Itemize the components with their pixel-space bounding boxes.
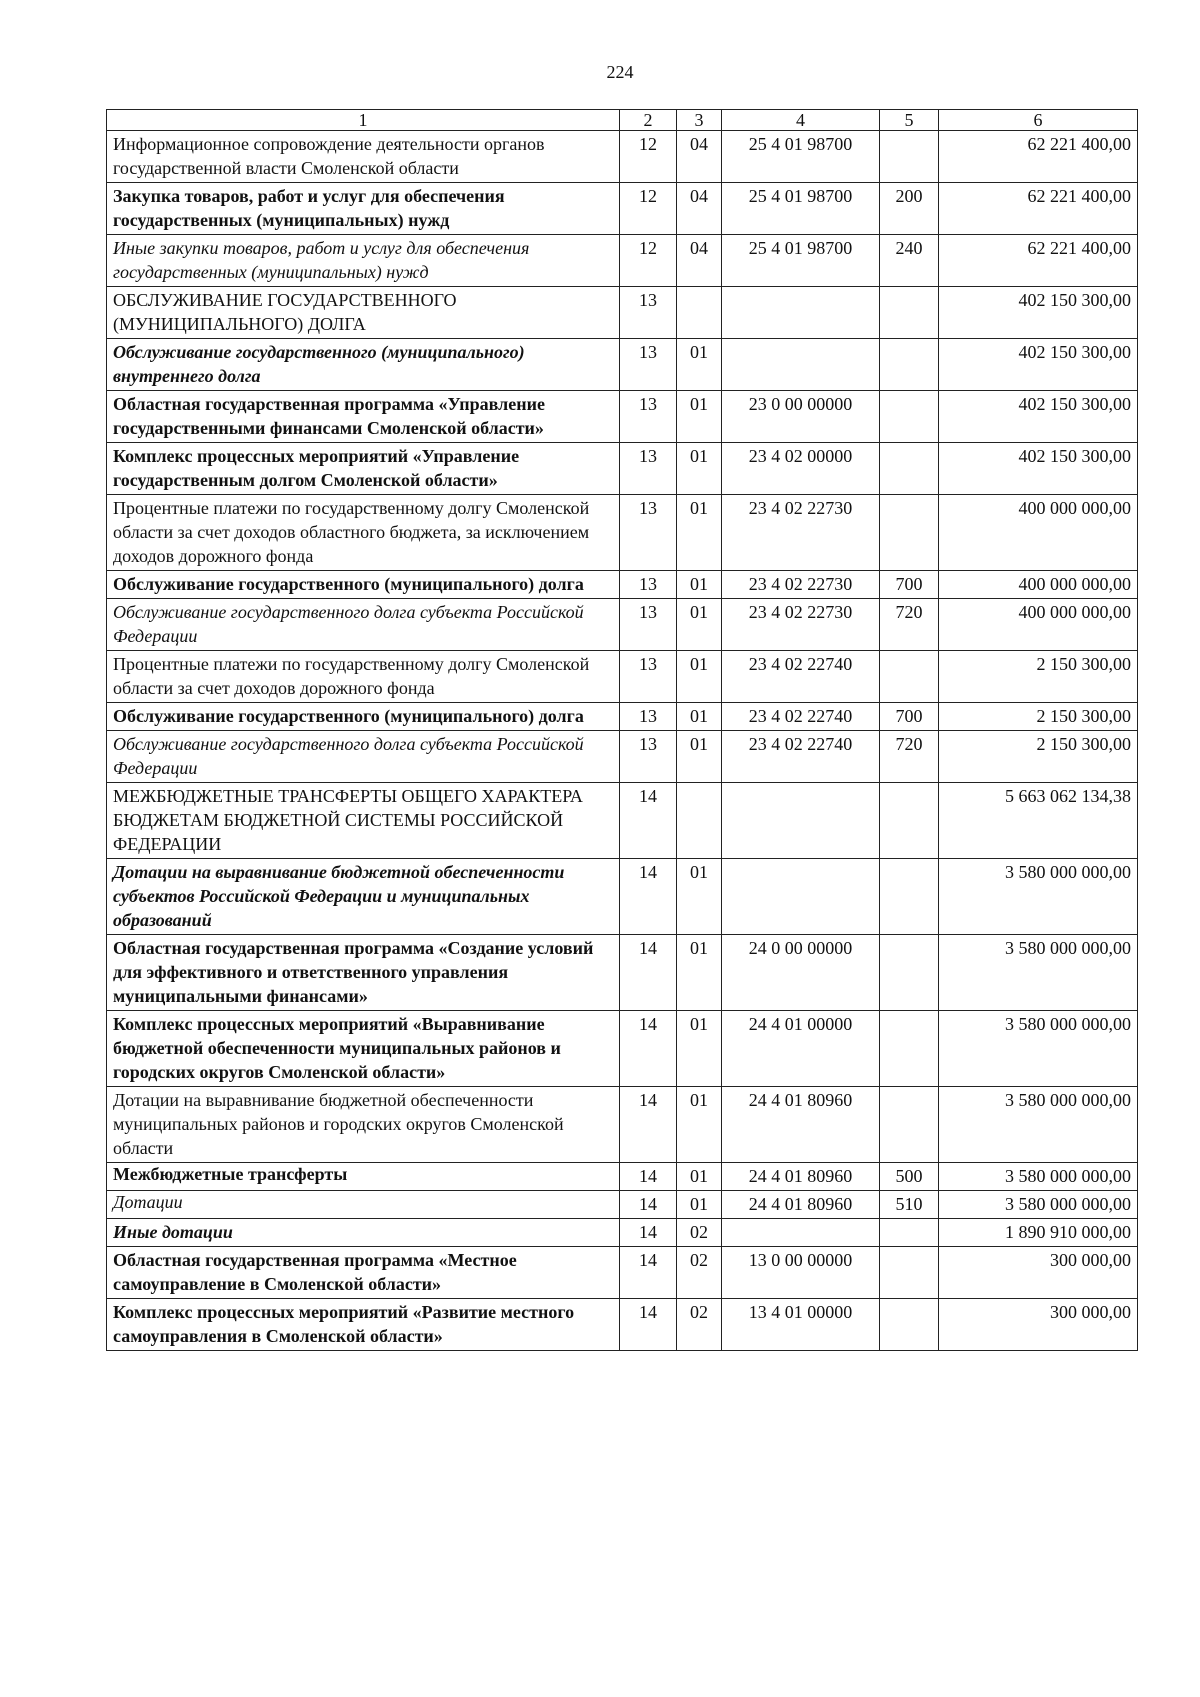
row-subsection-code: 01 [677, 859, 722, 935]
row-target-article: 23 4 02 22740 [722, 731, 880, 783]
row-name: Информационное сопровождение деятельности органов государственной власти Смоленской области [107, 131, 620, 183]
row-subsection-code: 01 [677, 703, 722, 731]
row-subsection-code: 01 [677, 571, 722, 599]
row-section-code: 13 [620, 599, 677, 651]
row-section-code: 14 [620, 1191, 677, 1219]
table-row [107, 1191, 1138, 1219]
row-name: Областная государственная программа «Управление государственными финансами Смоленской области» [107, 391, 620, 443]
row-expense-type: 510 [880, 1191, 939, 1219]
row-amount: 5 663 062 134,38 [939, 783, 1138, 859]
row-amount: 400 000 000,00 [939, 571, 1138, 599]
row-amount: 1 890 910 000,00 [939, 1219, 1138, 1247]
table-row [107, 651, 1138, 703]
row-section-code: 12 [620, 235, 677, 287]
table-row [107, 731, 1138, 783]
header-cell: 3 [677, 110, 722, 131]
row-amount: 400 000 000,00 [939, 495, 1138, 571]
row-subsection-code [677, 287, 722, 339]
table-row [107, 443, 1138, 495]
row-target-article [722, 859, 880, 935]
row-name: Комплекс процессных мероприятий «Выравнивание бюджетной обеспеченности муниципальных районов и городских округов Смоленской области» [107, 1011, 620, 1087]
row-target-article: 13 0 00 00000 [722, 1247, 880, 1299]
table-row [107, 1011, 1138, 1087]
row-name: Межбюджетные трансферты [107, 1163, 620, 1191]
row-name: Дотации на выравнивание бюджетной обеспеченности муниципальных районов и городских округов Смоленской области [107, 1087, 620, 1163]
row-expense-type [880, 935, 939, 1011]
row-amount: 2 150 300,00 [939, 651, 1138, 703]
row-section-code: 13 [620, 391, 677, 443]
row-section-code: 14 [620, 935, 677, 1011]
row-amount: 402 150 300,00 [939, 339, 1138, 391]
row-name: ОБСЛУЖИВАНИЕ ГОСУДАРСТВЕННОГО (МУНИЦИПАЛЬНОГО) ДОЛГА [107, 287, 620, 339]
row-expense-type [880, 391, 939, 443]
row-expense-type: 700 [880, 571, 939, 599]
row-subsection-code: 01 [677, 391, 722, 443]
row-name: Областная государственная программа «Местное самоуправление в Смоленской области» [107, 1247, 620, 1299]
row-section-code: 13 [620, 287, 677, 339]
row-expense-type: 200 [880, 183, 939, 235]
row-target-article: 23 4 02 22730 [722, 571, 880, 599]
row-subsection-code: 01 [677, 443, 722, 495]
row-subsection-code: 01 [677, 731, 722, 783]
header-row [107, 110, 1138, 131]
row-target-article: 13 4 01 00000 [722, 1299, 880, 1351]
row-amount: 3 580 000 000,00 [939, 1011, 1138, 1087]
row-section-code: 14 [620, 1219, 677, 1247]
row-expense-type [880, 1299, 939, 1351]
table-row [107, 287, 1138, 339]
row-subsection-code: 04 [677, 183, 722, 235]
row-expense-type: 720 [880, 731, 939, 783]
row-expense-type [880, 1087, 939, 1163]
header-cell: 1 [107, 110, 620, 131]
row-name: Комплекс процессных мероприятий «Развитие местного самоуправления в Смоленской области» [107, 1299, 620, 1351]
table-row [107, 131, 1138, 183]
table-row [107, 703, 1138, 731]
row-target-article [722, 287, 880, 339]
row-target-article: 25 4 01 98700 [722, 183, 880, 235]
header-cell: 4 [722, 110, 880, 131]
row-expense-type [880, 339, 939, 391]
row-section-code: 14 [620, 1163, 677, 1191]
row-target-article: 24 4 01 80960 [722, 1087, 880, 1163]
row-target-article [722, 783, 880, 859]
row-section-code: 13 [620, 339, 677, 391]
table-row [107, 1163, 1138, 1191]
row-target-article: 23 4 02 00000 [722, 443, 880, 495]
row-expense-type: 700 [880, 703, 939, 731]
row-section-code: 12 [620, 131, 677, 183]
row-expense-type: 500 [880, 1163, 939, 1191]
row-subsection-code: 01 [677, 1191, 722, 1219]
row-subsection-code: 01 [677, 495, 722, 571]
row-expense-type [880, 495, 939, 571]
row-amount: 402 150 300,00 [939, 287, 1138, 339]
row-subsection-code: 01 [677, 599, 722, 651]
row-amount: 2 150 300,00 [939, 731, 1138, 783]
header-cell: 6 [939, 110, 1138, 131]
row-amount: 300 000,00 [939, 1247, 1138, 1299]
row-section-code: 13 [620, 703, 677, 731]
row-name: Обслуживание государственного долга субъекта Российской Федерации [107, 599, 620, 651]
row-name: Процентные платежи по государственному долгу Смоленской области за счет доходов областного бюджета, за исключением доходов дорожного фонда [107, 495, 620, 571]
row-target-article: 24 4 01 80960 [722, 1191, 880, 1219]
row-section-code: 13 [620, 495, 677, 571]
row-name: Областная государственная программа «Создание условий для эффективного и ответственного управления муниципальными финансами» [107, 935, 620, 1011]
row-amount: 62 221 400,00 [939, 183, 1138, 235]
row-subsection-code [677, 783, 722, 859]
row-subsection-code: 01 [677, 651, 722, 703]
table-row [107, 859, 1138, 935]
row-name: Иные дотации [107, 1219, 620, 1247]
row-expense-type [880, 131, 939, 183]
row-subsection-code: 02 [677, 1247, 722, 1299]
table-row [107, 1219, 1138, 1247]
row-target-article: 24 0 00 00000 [722, 935, 880, 1011]
row-target-article: 24 4 01 80960 [722, 1163, 880, 1191]
row-expense-type: 240 [880, 235, 939, 287]
row-amount: 3 580 000 000,00 [939, 1163, 1138, 1191]
budget-table [106, 109, 1138, 1351]
row-name: Комплекс процессных мероприятий «Управление государственным долгом Смоленской области» [107, 443, 620, 495]
table-row [107, 235, 1138, 287]
row-amount: 300 000,00 [939, 1299, 1138, 1351]
row-amount: 402 150 300,00 [939, 443, 1138, 495]
row-name: Закупка товаров, работ и услуг для обеспечения государственных (муниципальных) нужд [107, 183, 620, 235]
row-expense-type [880, 287, 939, 339]
row-name: Дотации [107, 1191, 620, 1219]
table-row [107, 339, 1138, 391]
table-row [107, 391, 1138, 443]
row-amount: 3 580 000 000,00 [939, 935, 1138, 1011]
row-subsection-code: 01 [677, 935, 722, 1011]
row-target-article: 25 4 01 98700 [722, 235, 880, 287]
row-expense-type [880, 443, 939, 495]
header-cell: 2 [620, 110, 677, 131]
row-section-code: 13 [620, 731, 677, 783]
row-section-code: 14 [620, 859, 677, 935]
table-row [107, 1087, 1138, 1163]
table-row [107, 183, 1138, 235]
row-subsection-code: 01 [677, 339, 722, 391]
row-subsection-code: 02 [677, 1299, 722, 1351]
row-expense-type [880, 1247, 939, 1299]
row-amount: 2 150 300,00 [939, 703, 1138, 731]
row-expense-type [880, 1011, 939, 1087]
row-section-code: 14 [620, 1011, 677, 1087]
row-name: Обслуживание государственного (муниципального) долга [107, 571, 620, 599]
table-row [107, 935, 1138, 1011]
row-section-code: 12 [620, 183, 677, 235]
row-amount: 402 150 300,00 [939, 391, 1138, 443]
row-name: МЕЖБЮДЖЕТНЫЕ ТРАНСФЕРТЫ ОБЩЕГО ХАРАКТЕРА БЮДЖЕТАМ БЮДЖЕТНОЙ СИСТЕМЫ РОССИЙСКОЙ ФЕДЕРАЦИИ [107, 783, 620, 859]
row-amount: 3 580 000 000,00 [939, 859, 1138, 935]
row-subsection-code: 04 [677, 131, 722, 183]
row-subsection-code: 02 [677, 1219, 722, 1247]
row-amount: 3 580 000 000,00 [939, 1087, 1138, 1163]
row-target-article: 23 4 02 22740 [722, 651, 880, 703]
row-subsection-code: 01 [677, 1163, 722, 1191]
row-subsection-code: 04 [677, 235, 722, 287]
row-name: Процентные платежи по государственному долгу Смоленской области за счет доходов дорожного фонда [107, 651, 620, 703]
row-expense-type [880, 651, 939, 703]
row-section-code: 13 [620, 443, 677, 495]
row-section-code: 14 [620, 783, 677, 859]
row-target-article: 25 4 01 98700 [722, 131, 880, 183]
row-amount: 62 221 400,00 [939, 235, 1138, 287]
row-section-code: 14 [620, 1299, 677, 1351]
row-target-article: 24 4 01 00000 [722, 1011, 880, 1087]
table-row [107, 1299, 1138, 1351]
row-expense-type [880, 859, 939, 935]
table-row [107, 571, 1138, 599]
row-target-article: 23 4 02 22740 [722, 703, 880, 731]
row-expense-type [880, 783, 939, 859]
table-row [107, 783, 1138, 859]
row-target-article: 23 4 02 22730 [722, 599, 880, 651]
row-amount: 62 221 400,00 [939, 131, 1138, 183]
row-section-code: 13 [620, 571, 677, 599]
row-subsection-code: 01 [677, 1087, 722, 1163]
row-name: Обслуживание государственного (муниципального) долга [107, 703, 620, 731]
row-amount: 3 580 000 000,00 [939, 1191, 1138, 1219]
row-section-code: 14 [620, 1087, 677, 1163]
row-name: Обслуживание государственного (муниципального) внутреннего долга [107, 339, 620, 391]
row-name: Дотации на выравнивание бюджетной обеспеченности субъектов Российской Федерации и муниципальных образований [107, 859, 620, 935]
row-target-article [722, 339, 880, 391]
table-row [107, 1247, 1138, 1299]
table-row [107, 495, 1138, 571]
table-row [107, 599, 1138, 651]
row-name: Обслуживание государственного долга субъекта Российской Федерации [107, 731, 620, 783]
header-cell: 5 [880, 110, 939, 131]
row-amount: 400 000 000,00 [939, 599, 1138, 651]
row-section-code: 13 [620, 651, 677, 703]
row-expense-type [880, 1219, 939, 1247]
row-expense-type: 720 [880, 599, 939, 651]
row-section-code: 14 [620, 1247, 677, 1299]
row-subsection-code: 01 [677, 1011, 722, 1087]
row-name: Иные закупки товаров, работ и услуг для обеспечения государственных (муниципальных) нужд [107, 235, 620, 287]
row-target-article: 23 4 02 22730 [722, 495, 880, 571]
page-number: 224 [606, 62, 634, 82]
row-target-article: 23 0 00 00000 [722, 391, 880, 443]
row-target-article [722, 1219, 880, 1247]
